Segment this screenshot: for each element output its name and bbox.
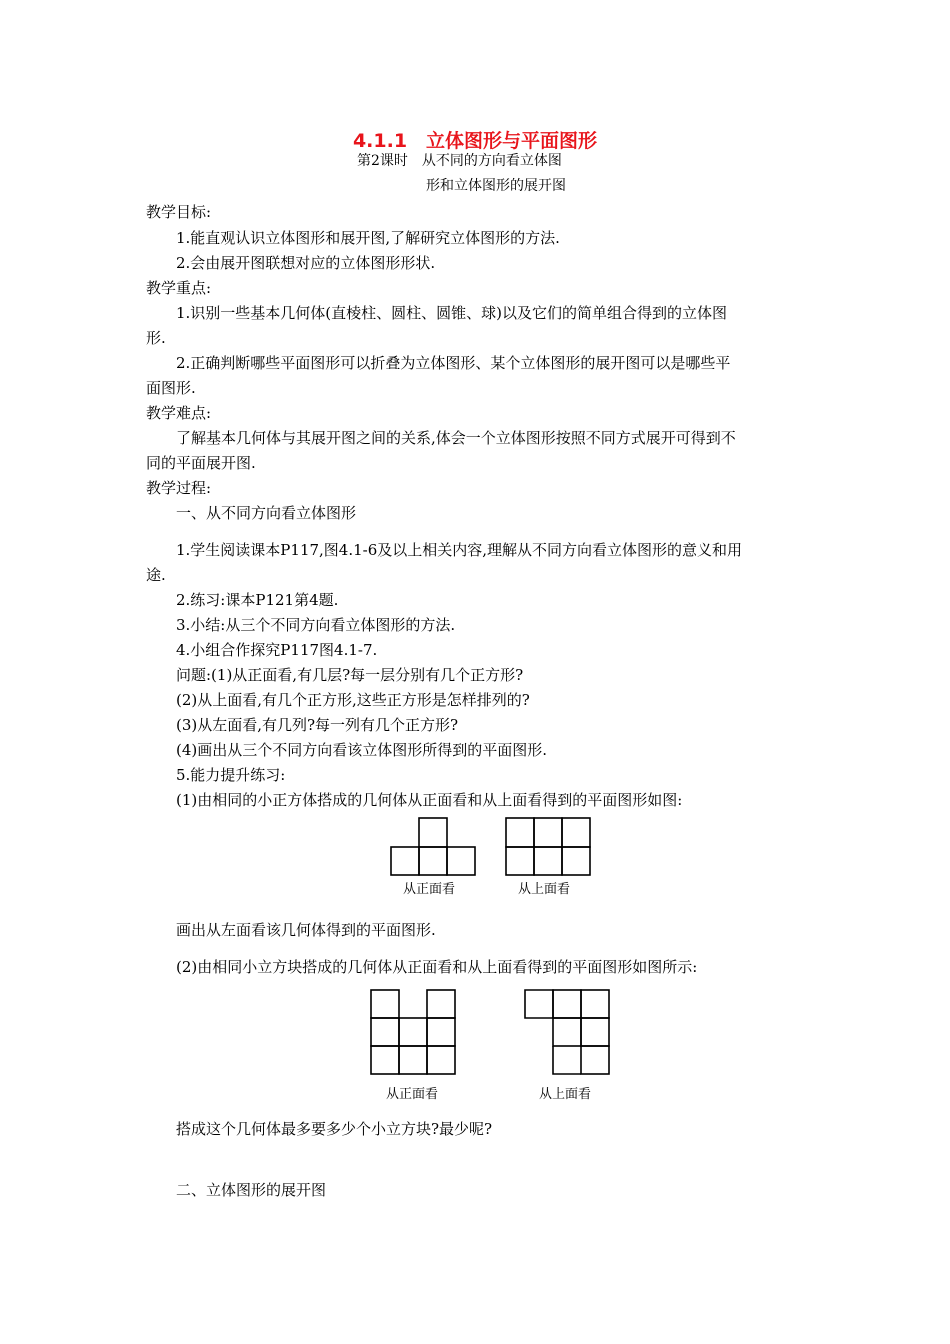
- step-2: 2.练习:课本P121第4题.: [176, 591, 339, 609]
- step-4: 4.小组合作探究P117图4.1-7.: [176, 641, 378, 659]
- exercise-1: (1)由相同的小正方体搭成的几何体从正面看和从上面看得到的平面图形如图:: [176, 791, 683, 809]
- question-4: (4)画出从三个不同方向看该立体图形所得到的平面图形.: [176, 741, 548, 759]
- section-2-heading: 二、立体图形的展开图: [176, 1181, 327, 1199]
- subtitle-line1: 第2课时 从不同的方向看立体图: [357, 153, 562, 169]
- figure-2-front-caption: 从正面看: [386, 1087, 439, 1102]
- objective-2: 2.会由展开图联想对应的立体图形形状.: [176, 254, 436, 272]
- figure-1-front-caption: 从正面看: [403, 882, 456, 897]
- figure-1-top-view: [503, 815, 597, 879]
- key-point-2-line2: 面图形.: [146, 379, 196, 397]
- figure-2-top-view: [522, 987, 614, 1079]
- step-1-line1: 1.学生阅读课本P117,图4.1-6及以上相关内容,理解从不同方向看立体图形的意义和用: [176, 541, 743, 559]
- figure-1-front-view: [388, 815, 482, 879]
- step-5: 5.能力提升练习:: [176, 766, 286, 784]
- key-point-1-line1: 1.识别一些基本几何体(直棱柱、圆柱、圆锥、球)以及它们的简单组合得到的立体图: [176, 304, 728, 322]
- difficulties-line1: 了解基本几何体与其展开图之间的关系,体会一个立体图形按照不同方式展开可得到不: [176, 429, 736, 447]
- objective-1: 1.能直观认识立体图形和展开图,了解研究立体图形的方法.: [176, 229, 560, 247]
- key-points-heading: 教学重点:: [146, 279, 212, 297]
- key-point-2-line1: 2.正确判断哪些平面图形可以折叠为立体图形、某个立体图形的展开图可以是哪些平: [176, 354, 731, 372]
- exercise-1-task: 画出从左面看该几何体得到的平面图形.: [176, 921, 436, 939]
- difficulties-heading: 教学难点:: [146, 404, 212, 422]
- exercise-2-task: 搭成这个几何体最多要多少个小立方块?最少呢?: [176, 1120, 493, 1138]
- figure-1-top-caption: 从上面看: [518, 882, 571, 897]
- question-3: (3)从左面看,有几列?每一列有几个正方形?: [176, 716, 459, 734]
- question-2: (2)从上面看,有几个正方形,这些正方形是怎样排列的?: [176, 691, 530, 709]
- figure-2-front-view: [368, 987, 460, 1079]
- objectives-heading: 教学目标:: [146, 203, 212, 221]
- figure-2-top-caption: 从上面看: [539, 1087, 592, 1102]
- page-title: 4.1.1 立体图形与平面图形: [352, 130, 598, 152]
- difficulties-line2: 同的平面展开图.: [146, 454, 256, 472]
- step-3: 3.小结:从三个不同方向看立体图形的方法.: [176, 616, 456, 634]
- process-heading: 教学过程:: [146, 479, 212, 497]
- exercise-2: (2)由相同小立方块搭成的几何体从正面看和从上面看得到的平面图形如图所示:: [176, 958, 698, 976]
- subtitle-line2: 形和立体图形的展开图: [426, 178, 566, 194]
- key-point-1-line2: 形.: [146, 329, 166, 347]
- question-1: 问题:(1)从正面看,有几层?每一层分别有几个正方形?: [176, 666, 524, 684]
- section-1-heading: 一、从不同方向看立体图形: [176, 504, 357, 522]
- step-1-line2: 途.: [146, 566, 166, 584]
